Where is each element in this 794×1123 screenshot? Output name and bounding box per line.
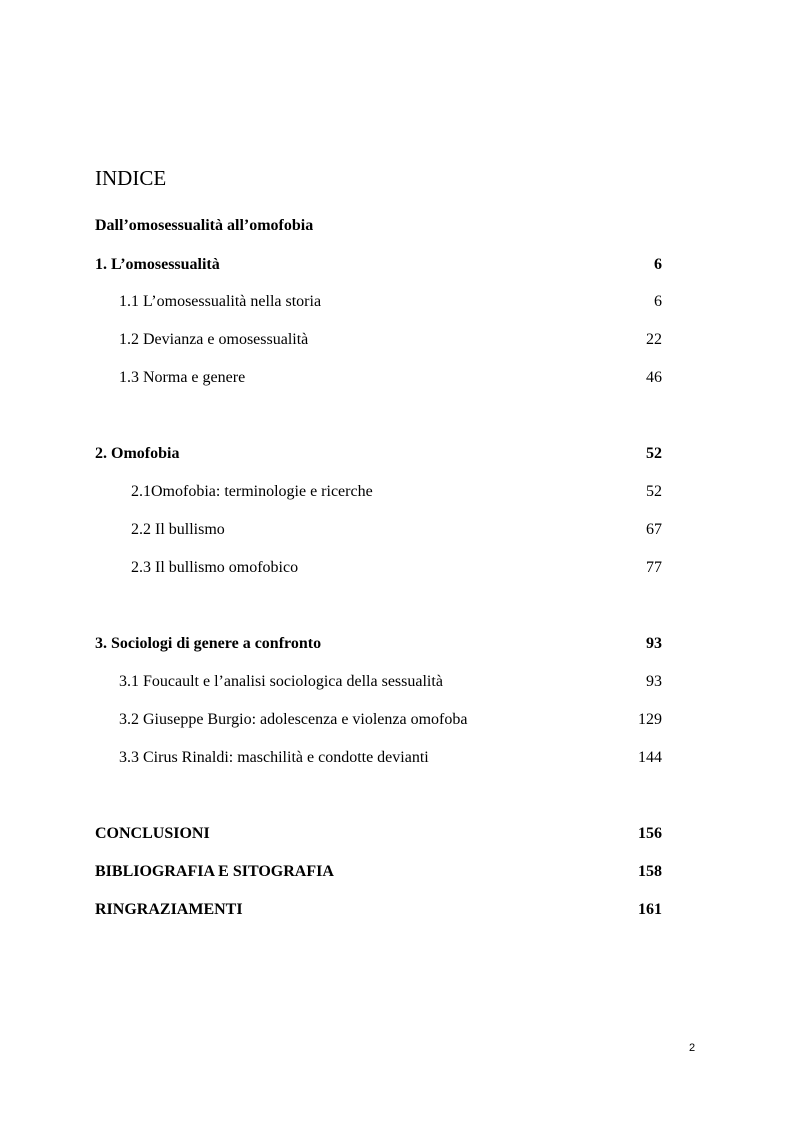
toc-label: 1.3 Norma e genere (119, 369, 246, 386)
toc-conclusions[interactable] (95, 823, 662, 845)
toc-page: 77 (646, 559, 662, 576)
toc-label: 1. L’omosessualità (95, 256, 220, 273)
toc-section-3-2[interactable] (95, 709, 662, 731)
toc-label: BIBLIOGRAFIA E SITOGRAFIA (95, 863, 334, 880)
toc-section-2-3[interactable] (95, 557, 662, 579)
toc-chapter-3[interactable] (95, 633, 662, 655)
page-title: INDICE (95, 166, 167, 190)
toc-label: 2.3 Il bullismo omofobico (131, 559, 299, 576)
toc-section-1-2[interactable] (95, 329, 662, 351)
toc-label: 3. Sociologi di genere a confronto (95, 635, 322, 652)
toc-chapter-2[interactable] (95, 443, 662, 465)
toc-page: 6 (654, 293, 662, 310)
toc-label: 2.2 Il bullismo (131, 521, 225, 538)
toc-label: RINGRAZIAMENTI (95, 901, 243, 918)
toc-section-1-1[interactable] (95, 291, 662, 313)
toc-label: 3.2 Giuseppe Burgio: adolescenza e violenza omofoba (119, 711, 468, 728)
toc-page: 6 (654, 256, 662, 273)
toc-acknowledgements[interactable] (95, 899, 662, 921)
toc-section-3-3[interactable] (95, 747, 662, 769)
toc-page: 158 (638, 863, 662, 880)
toc-section-2-1[interactable] (95, 481, 662, 503)
toc-label: 3.3 Cirus Rinaldi: maschilità e condotte devianti (119, 749, 429, 766)
toc-page: 144 (638, 749, 662, 766)
toc-label: 1.1 L’omosessualità nella storia (119, 293, 322, 310)
page-number: 2 (689, 1042, 696, 1054)
toc-page: 52 (646, 483, 662, 500)
toc-label: 2.1Omofobia: terminologie e ricerche (131, 483, 373, 500)
toc-label: 2. Omofobia (95, 445, 180, 462)
toc-page: 46 (646, 369, 662, 386)
toc-bibliography[interactable] (95, 861, 662, 883)
toc-section-1-3[interactable] (95, 367, 662, 389)
toc-section-2-2[interactable] (95, 519, 662, 541)
toc-page: 93 (646, 635, 662, 652)
toc-section-3-1[interactable] (95, 671, 662, 693)
toc-page: 129 (638, 711, 662, 728)
toc-page: 22 (646, 331, 662, 348)
toc-page: 67 (646, 521, 662, 538)
toc-chapter-1[interactable] (95, 254, 662, 276)
toc-page: 156 (638, 825, 662, 842)
toc-label: 1.2 Devianza e omosessualità (119, 331, 309, 348)
toc-page: 161 (638, 901, 662, 918)
toc-label: 3.1 Foucault e l’analisi sociologica della sessualità (119, 673, 443, 690)
toc-label: CONCLUSIONI (95, 825, 210, 842)
part-title: Dall’omosessualità all’omofobia (95, 217, 314, 234)
toc-page: 52 (646, 445, 662, 462)
toc-page: 93 (646, 673, 662, 690)
